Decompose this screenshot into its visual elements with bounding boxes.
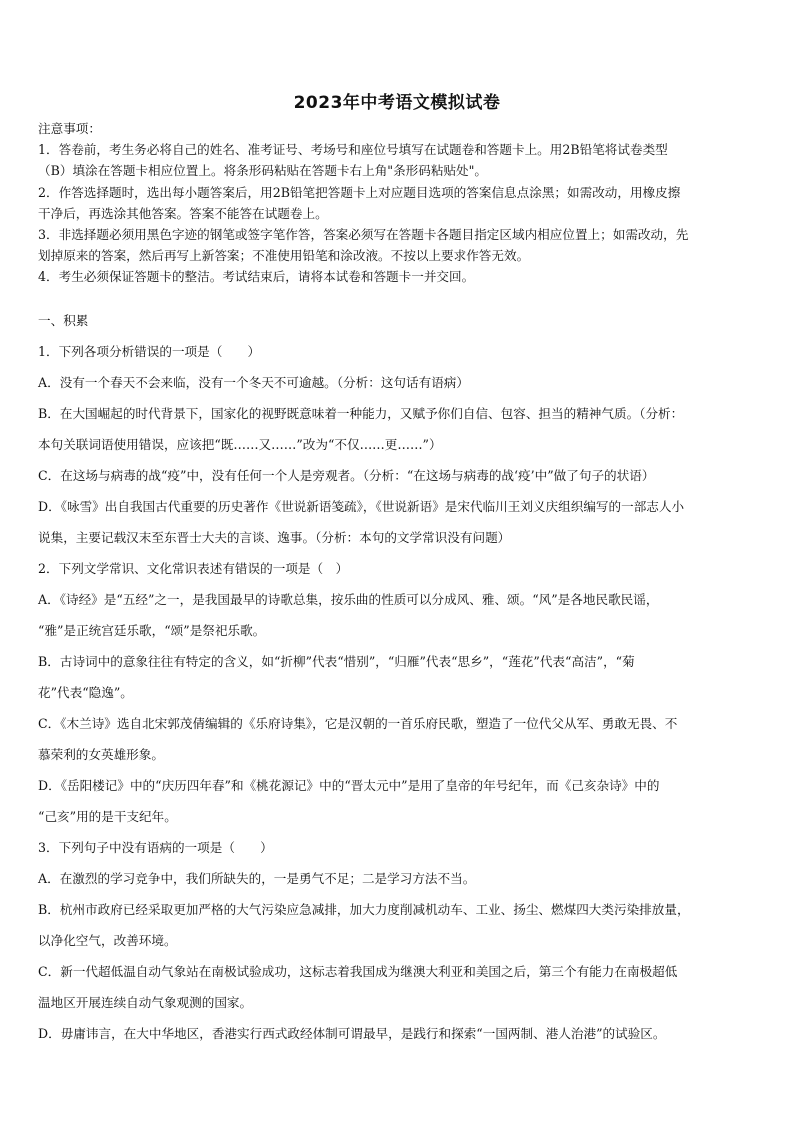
option-line: 慕荣利的女英雄形象。	[38, 747, 164, 762]
option-line: 说集，主要记载汉末至东晋士大夫的言谈、逸事。（分析：本句的文学常识没有问题）	[38, 530, 511, 545]
option-line: C．《木兰诗》选自北宋郭茂倩编辑的《乐府诗集》，它是汉朝的一首乐府民歌，塑造了一位代父从军、勇敢无畏、不	[38, 716, 678, 731]
option-line: 以净化空气，改善环境。	[38, 933, 177, 948]
option-line: “己亥”用的是干支纪年。	[38, 809, 177, 824]
option-line: B．在大国崛起的时代背景下，国家化的视野既意味着一种能力，又赋予你们自信、包容、担当的精神气质。（分析：	[38, 406, 684, 421]
option-line: A．《诗经》是“五经”之一，是我国最早的诗歌总集，按乐曲的性质可以分成风、雅、颂。“风”是各地民歌民谣，	[38, 592, 659, 607]
option-line: 花”代表“隐逸”。	[38, 685, 133, 700]
option-line: D．毋庸讳言，在大中华地区，香港实行西式政经体制可谓最早，是践行和探索“一国两制、港人治港”的试验区。	[38, 1026, 666, 1041]
option-line: 本句关联词语使用错误，应该把“既……又……”改为“不仅……更……”）	[38, 437, 442, 452]
notes-line: 1．答卷前，考生务必将自己的姓名、准考证号、考场号和座位号填写在试题卷和答题卡上。用2B铅笔将试卷类型	[38, 142, 668, 158]
notes-line: 划掉原来的答案，然后再写上新答案；不准使用铅笔和涂改液。不按以上要求作答无效。	[38, 248, 530, 264]
notes-line: （B）填涂在答题卡相应位置上。将条形码粘贴在答题卡右上角"条形码粘贴处"。	[38, 163, 488, 179]
option-line: D．《岳阳楼记》中的“庆历四年春”和《桃花源记》中的“晋太元中”是用了皇帝的年号纪年，而《己亥杂诗》中的	[38, 778, 660, 793]
questions-block	[38, 305, 760, 1049]
notes-line: 2．作答选择题时，选出每小题答案后，用2B铅笔把答题卡上对应题目选项的答案信息点涂黑；如需改动，用橡皮擦	[38, 184, 681, 200]
question-3: 3．下列句子中没有语病的一项是（ ）	[38, 840, 273, 855]
option-line: B．古诗词中的意象往往有特定的含义，如“折柳”代表“惜别”，“归雁”代表“思乡”，“莲花”代表“高洁”，“菊	[38, 654, 635, 669]
notes-line: 3．非选择题必须用黑色字迹的钢笔或签字笔作答，答案必须写在答题卡各题目指定区域内相应位置上；如需改动，先	[38, 227, 689, 243]
option-line: D．《咏雪》出自我国古代重要的历史著作《世说新语笺疏》，《世说新语》是宋代临川王刘义庆组织编写的一部志人小	[38, 499, 685, 514]
option-line: C．新一代超低温自动气象站在南极试验成功，这标志着我国成为继澳大利亚和美国之后，第三个有能力在南极超低	[38, 964, 678, 979]
notes-heading: 注意事项：	[38, 121, 101, 136]
option-line: 温地区开展连续自动气象观测的国家。	[38, 995, 253, 1010]
option-line: A．在激烈的学习竞争中，我们所缺失的，一是勇气不足；二是学习方法不当。	[38, 871, 476, 886]
option-line: “雅”是正统宫廷乐歌，“颂”是祭祀乐歌。	[38, 623, 266, 638]
notes-line: 4．考生必须保证答题卡的整洁。考试结束后，请将本试卷和答题卡一并交回。	[38, 269, 475, 285]
section-heading: 一、积累	[38, 313, 89, 328]
option-line: B．杭州市政府已经采取更加严格的大气污染应急减排，加大力度削减机动车、工业、扬尘、燃煤四大类污染排放量，	[38, 902, 690, 917]
page-title: 2023年中考语文模拟试卷	[293, 93, 501, 113]
question-2: 2．下列文学常识、文化常识表述有错误的一项是（ ）	[38, 561, 349, 576]
notes-line: 干净后，再选涂其他答案。答案不能答在试题卷上。	[38, 205, 328, 221]
notes-block	[38, 118, 760, 288]
option-line: A．没有一个春天不会来临，没有一个冬天不可逾越。（分析：这句话有语病）	[38, 375, 469, 390]
question-1: 1．下列各项分析错误的一项是（ ）	[38, 344, 261, 359]
option-line: C．在这场与病毒的战“疫”中，没有任何一个人是旁观者。（分析：“在这场与病毒的战‘疫’中”做了句子的状语）	[38, 468, 655, 483]
